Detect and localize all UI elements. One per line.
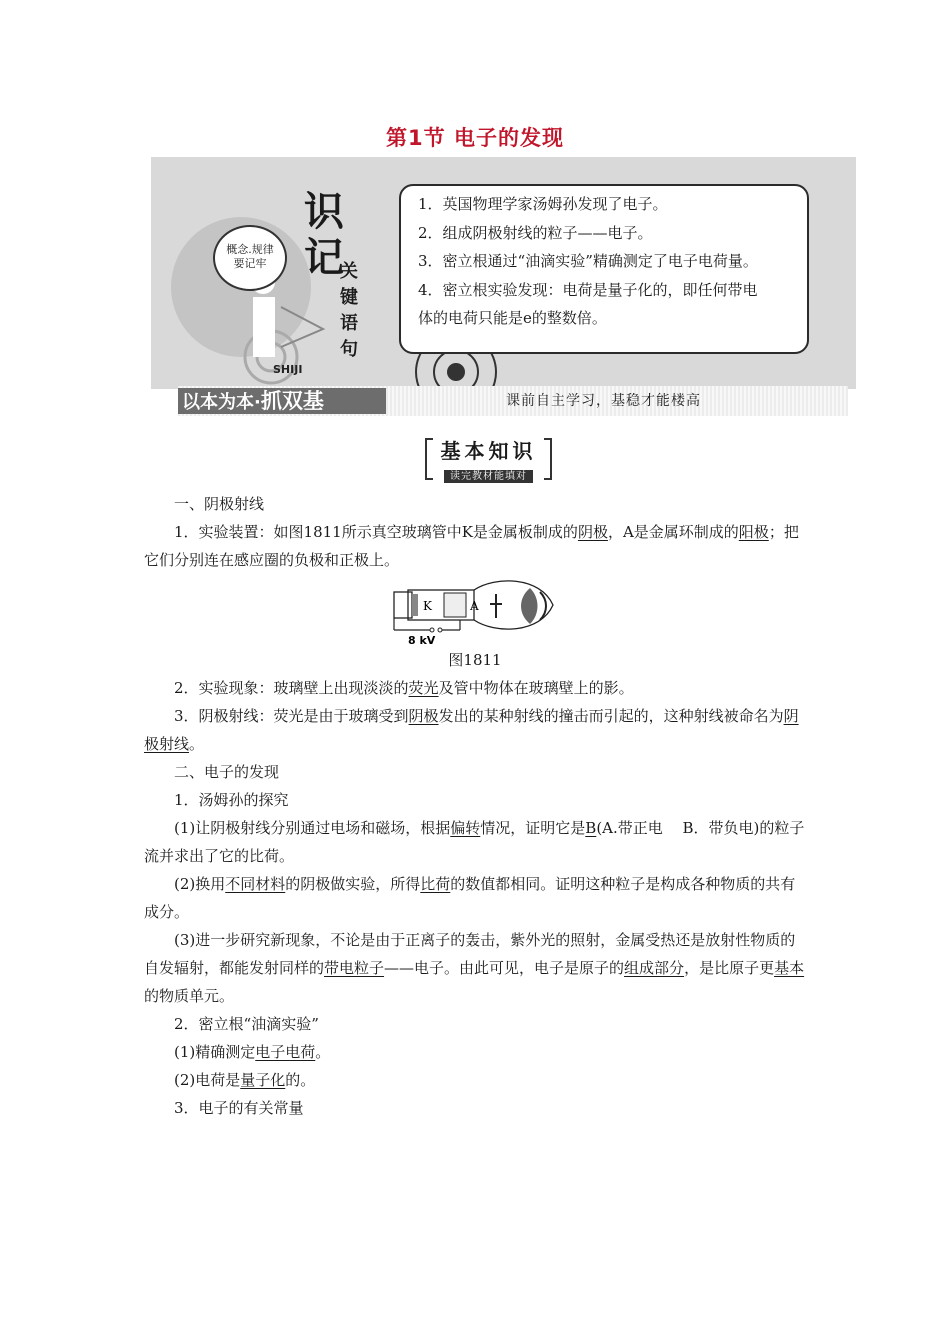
text: 。 xyxy=(189,735,205,753)
paragraph xyxy=(144,1066,806,1094)
cathode-ray-tube-figure xyxy=(390,580,560,646)
shiji-title xyxy=(304,189,344,281)
text: (A.带正电 B．带负电)的粒子流并求出了它的比荷。 xyxy=(144,819,805,865)
subtitle-char: 关 xyxy=(340,261,358,282)
answer: 比荷 xyxy=(420,875,451,893)
text: ——电子。由此可见，电子是原子的 xyxy=(384,959,625,977)
key-point: 3．密立根通过“油滴实验”精确测定了电子电荷量。 xyxy=(418,252,758,270)
answer: 组成部分 xyxy=(624,959,685,977)
label-k: K xyxy=(423,599,432,613)
key-point: 4．密立根实验发现：电荷是量子化的，即任何带电 xyxy=(418,280,758,299)
basic-knowledge-badge xyxy=(425,438,552,482)
title-char: 识 xyxy=(304,189,344,235)
key-point: 1．英国物理学家汤姆孙发现了电子。 xyxy=(418,195,668,213)
text: 发出的某种射线的撞击而引起的，这种射线被命名为 xyxy=(438,707,784,725)
section-heading: 二、电子的发现 xyxy=(174,763,280,781)
page-title: 第1节 电子的发现 xyxy=(386,126,564,150)
paragraph xyxy=(144,1038,806,1066)
subheading: 1．汤姆孙的探究 xyxy=(174,791,289,809)
subheading: 2．密立根“油滴实验” xyxy=(174,1015,319,1033)
answer: 不同材料 xyxy=(225,875,286,893)
text: ，A是金属环制成的 xyxy=(607,523,739,541)
text: 及管中物体在玻璃壁上的影。 xyxy=(438,679,634,697)
label-voltage: 8 kV xyxy=(408,634,436,646)
text: 的。 xyxy=(285,1071,316,1089)
paragraph xyxy=(144,814,806,870)
answer: 阴极射线 xyxy=(144,707,799,753)
text: 的阴极做实验，所得 xyxy=(285,875,421,893)
text: 的数值都相同。证明这种粒子是构成各种物质的共有成分。 xyxy=(144,875,796,921)
answer: 基本 xyxy=(774,959,805,977)
text: 2．实验现象：玻璃壁上出现淡淡的 xyxy=(174,679,409,697)
paragraph xyxy=(144,870,806,926)
strip-slogan: 课前自主学习，基稳才能楼高 xyxy=(506,393,701,409)
key-points-banner xyxy=(151,157,856,389)
subtitle-char: 句 xyxy=(340,339,358,360)
shiji-latin: SHIJI xyxy=(273,363,303,376)
strip-label-a: 以本为本· xyxy=(182,392,261,413)
text: 。 xyxy=(315,1043,331,1061)
title-char: 记 xyxy=(304,235,344,281)
speech-bubble xyxy=(213,225,287,291)
badge-bracket-left xyxy=(425,438,433,480)
subheading: 3．电子的有关常量 xyxy=(174,1099,304,1117)
text: (1)让阴极射线分别通过电场和磁场，根据 xyxy=(174,819,451,837)
answer: 阴极 xyxy=(577,523,608,541)
key-point: 体的电荷只能是e的整数倍。 xyxy=(418,309,607,327)
section-heading: 一、阴极射线 xyxy=(174,495,265,513)
subtitle-char: 语 xyxy=(340,313,358,334)
text: (2)换用 xyxy=(174,875,226,893)
key-point: 2．组成阴极射线的粒子——电子。 xyxy=(418,223,653,242)
paragraph xyxy=(144,926,806,1010)
text: 情况，证明它是 xyxy=(480,819,586,837)
text: 3．阴极射线：荧光是由于玻璃受到 xyxy=(174,707,409,725)
figure-caption: 图1811 xyxy=(448,651,502,669)
text: 1．实验装置：如图1811所示真空玻璃管中K是金属板制成的 xyxy=(174,523,578,541)
section-strip xyxy=(178,386,848,416)
answer: 带电粒子 xyxy=(324,959,385,977)
answer: 偏转 xyxy=(450,819,481,837)
strip-label-b: 抓双基 xyxy=(260,389,324,413)
bubble-line: 要记牢 xyxy=(233,257,267,270)
answer: 量子化 xyxy=(240,1071,286,1089)
badge-subtitle: 读完教材能填对 xyxy=(444,470,533,483)
answer: 阴极 xyxy=(408,707,439,725)
paragraph xyxy=(144,518,806,574)
paragraph xyxy=(144,702,806,758)
answer: B xyxy=(585,819,597,837)
subtitle-char: 键 xyxy=(340,287,358,308)
badge-title: 基本知识 xyxy=(440,439,537,463)
text: ，是比原子更 xyxy=(684,959,775,977)
paragraph xyxy=(144,674,806,702)
bubble-line: 概念.规律 xyxy=(226,243,274,256)
text: (2)电荷是 xyxy=(174,1071,241,1089)
text: ；把它们分别连在感应圈的负极和正极上。 xyxy=(144,523,799,569)
shiji-subtitle xyxy=(340,259,362,363)
answer: 阳极 xyxy=(738,523,769,541)
badge-bracket-right xyxy=(544,438,552,480)
text: (3)进一步研究新现象，不论是由于正离子的轰击，紫外光的照射，金属受热还是放射性物质的自发辐射，都能发射同样的 xyxy=(144,931,796,977)
key-points-box xyxy=(399,184,809,354)
label-a: A xyxy=(470,599,479,613)
answer: 荧光 xyxy=(408,679,439,697)
main-content xyxy=(144,490,806,1122)
text: (1)精确测定 xyxy=(174,1043,256,1061)
answer: 电子电荷 xyxy=(255,1043,316,1061)
strip-label xyxy=(178,388,386,414)
text: 的物质单元。 xyxy=(144,987,235,1005)
